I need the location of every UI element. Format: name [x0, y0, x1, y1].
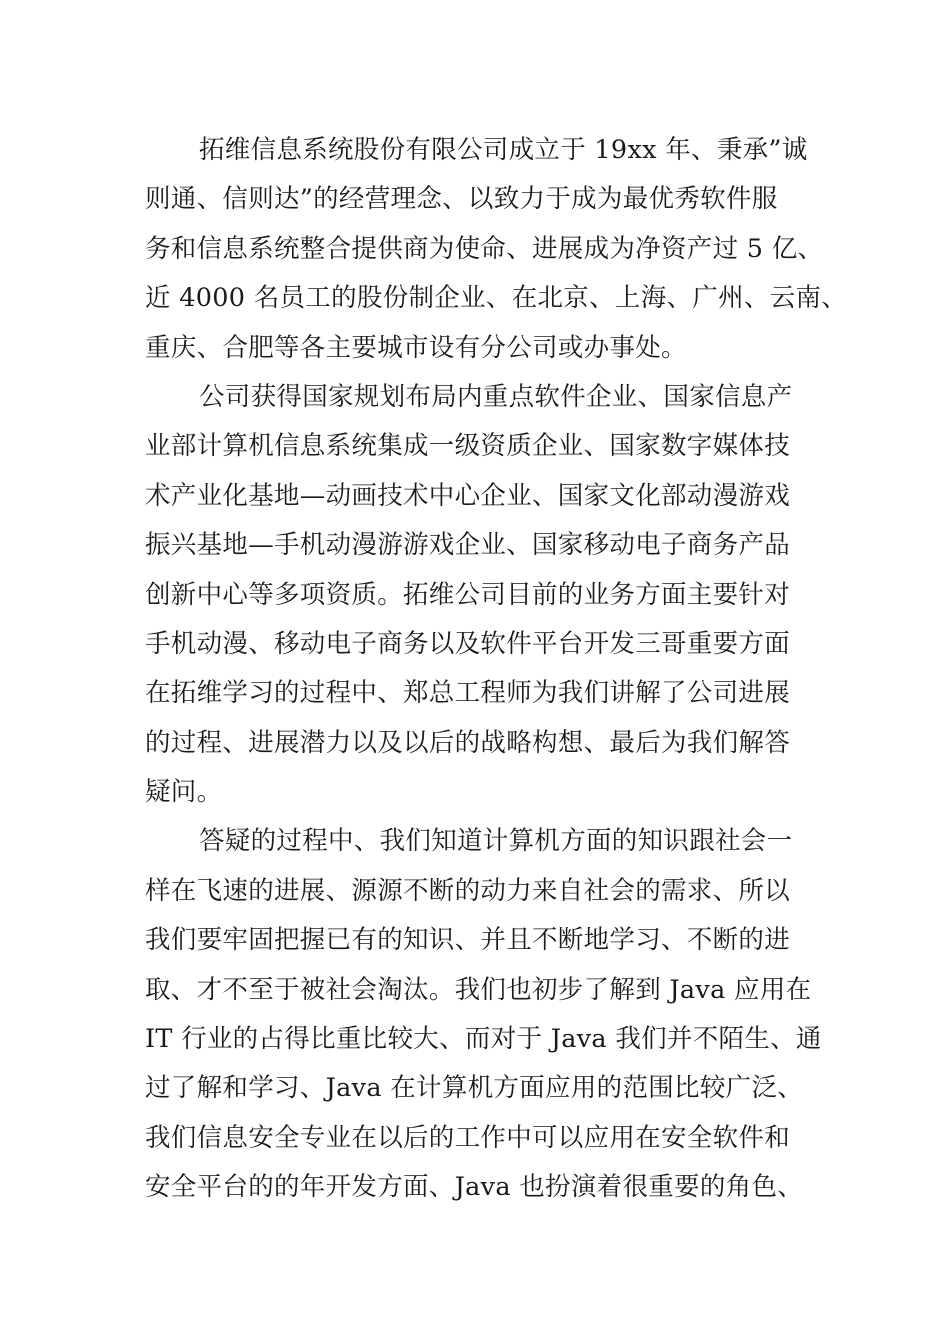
paragraph-1-line-3: 务和信息系统整合提供商为使命、进展成为净资产过 5 亿、 — [145, 233, 824, 264]
paragraph-3-line-5: IT 行业的占得比重比较大、而对于 Java 我们并不陌生、通 — [145, 1024, 822, 1055]
paragraph-2-line-8: 的过程、进展潜力以及以后的战略构想、最后为我们解答 — [145, 727, 791, 758]
paragraph-2-line-3: 术产业化基地—动画技术中心企业、国家文化部动漫游戏 — [145, 480, 791, 511]
paragraph-1-line-5: 重庆、合肥等各主要城市设有分公司或办事处。 — [145, 332, 687, 363]
paragraph-2-line-6: 手机动漫、移动电子商务以及软件平台开发三哥重要方面 — [145, 628, 791, 659]
paragraph-1-line-1: 拓维信息系统股份有限公司成立于 19xx 年、秉承”诚 — [199, 135, 808, 165]
paragraph-3-line-2: 样在飞速的进展、源源不断的动力来自社会的需求、所以 — [145, 875, 791, 906]
document-body — [145, 126, 848, 1213]
paragraph-3-line-1: 答疑的过程中、我们知道计算机方面的知识跟社会一 — [199, 826, 793, 857]
paragraph-3-line-7: 我们信息安全专业在以后的工作中可以应用在安全软件和 — [145, 1122, 791, 1153]
paragraph-3-line-3: 我们要牢固把握已有的知识、并且不断地学习、不断的进 — [145, 925, 791, 956]
paragraph-2-line-4: 振兴基地—手机动漫游游戏企业、国家移动电子商务产品 — [145, 530, 791, 561]
paragraph-1-line-4: 近 4000 名员工的股份制企业、在北京、上海、广州、云南、 — [145, 283, 848, 314]
paragraph-3-line-4: 取、才不至于被社会淘汰。我们也初步了解到 Java 应用在 — [145, 974, 812, 1005]
paragraph-2-line-5: 创新中心等多项资质。拓维公司目前的业务方面主要针对 — [145, 579, 791, 610]
paragraph-1-line-2: 则通、信则达”的经营理念、以致力于成为最优秀软件服 — [145, 184, 778, 215]
paragraph-3-line-8: 安全平台的的年开发方面、Java 也扮演着很重要的角色、 — [145, 1172, 804, 1203]
paragraph-3-line-6: 过了解和学习、Java 在计算机方面应用的范围比较广泛、 — [145, 1073, 804, 1104]
paragraph-2-line-2: 业部计算机信息系统集成一级资质企业、国家数字媒体技 — [145, 431, 791, 462]
paragraph-2-line-7: 在拓维学习的过程中、郑总工程师为我们讲解了公司进展 — [145, 678, 791, 709]
paragraph-2-line-1: 公司获得国家规划布局内重点软件企业、国家信息产 — [199, 381, 793, 412]
paragraph-2-line-9: 疑问。 — [145, 777, 223, 808]
